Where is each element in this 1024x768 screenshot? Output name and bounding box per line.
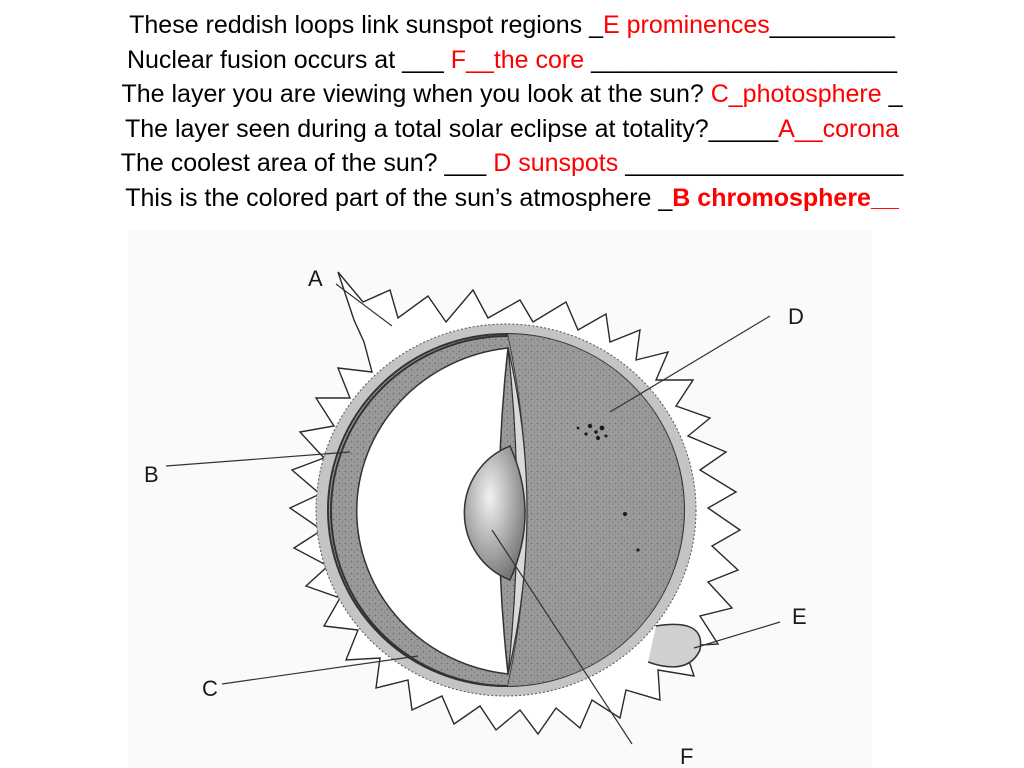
question-prompt: These reddish loops link sunspot regions _ — [129, 11, 603, 39]
question-blank: _________ — [769, 11, 895, 39]
question-answer: F__the core — [450, 45, 585, 74]
prominence-loop — [648, 624, 701, 667]
question-blank: ____________________ — [618, 149, 904, 177]
question-prompt: The layer you are viewing when you look at the sun? — [121, 80, 711, 108]
question-prompt: The layer seen during a total solar eclipse at totality?_____ — [124, 114, 779, 143]
label-b: B — [144, 462, 159, 487]
label-e: E — [792, 604, 807, 629]
sun-diagram-svg — [128, 230, 872, 768]
label-d: D — [788, 304, 804, 329]
question-answer: D sunspots — [493, 149, 619, 177]
question-line-6 — [0, 181, 1024, 216]
question-line-1 — [0, 8, 1024, 43]
label-f: F — [680, 744, 694, 768]
question-line-5 — [0, 146, 1024, 181]
label-c: C — [202, 676, 218, 701]
question-prompt: This is the colored part of the sun’s atmosphere _ — [125, 183, 673, 212]
sun-diagram — [128, 230, 872, 768]
question-answer: A__corona — [778, 114, 900, 143]
question-line-3 — [0, 77, 1024, 112]
question-list — [0, 8, 1024, 215]
label-a: A — [308, 266, 323, 291]
question-answer: C_photosphere — [710, 80, 882, 108]
question-answer: E prominences — [603, 11, 770, 39]
question-blank: ______________________ — [584, 45, 898, 74]
question-line-4 — [0, 112, 1024, 147]
question-prompt: The coolest area of the sun? ___ — [120, 149, 494, 177]
question-prompt: Nuclear fusion occurs at ___ — [126, 45, 451, 74]
question-blank: _ — [881, 80, 903, 108]
question-line-2 — [0, 43, 1024, 78]
question-answer: B chromosphere__ — [672, 183, 899, 212]
